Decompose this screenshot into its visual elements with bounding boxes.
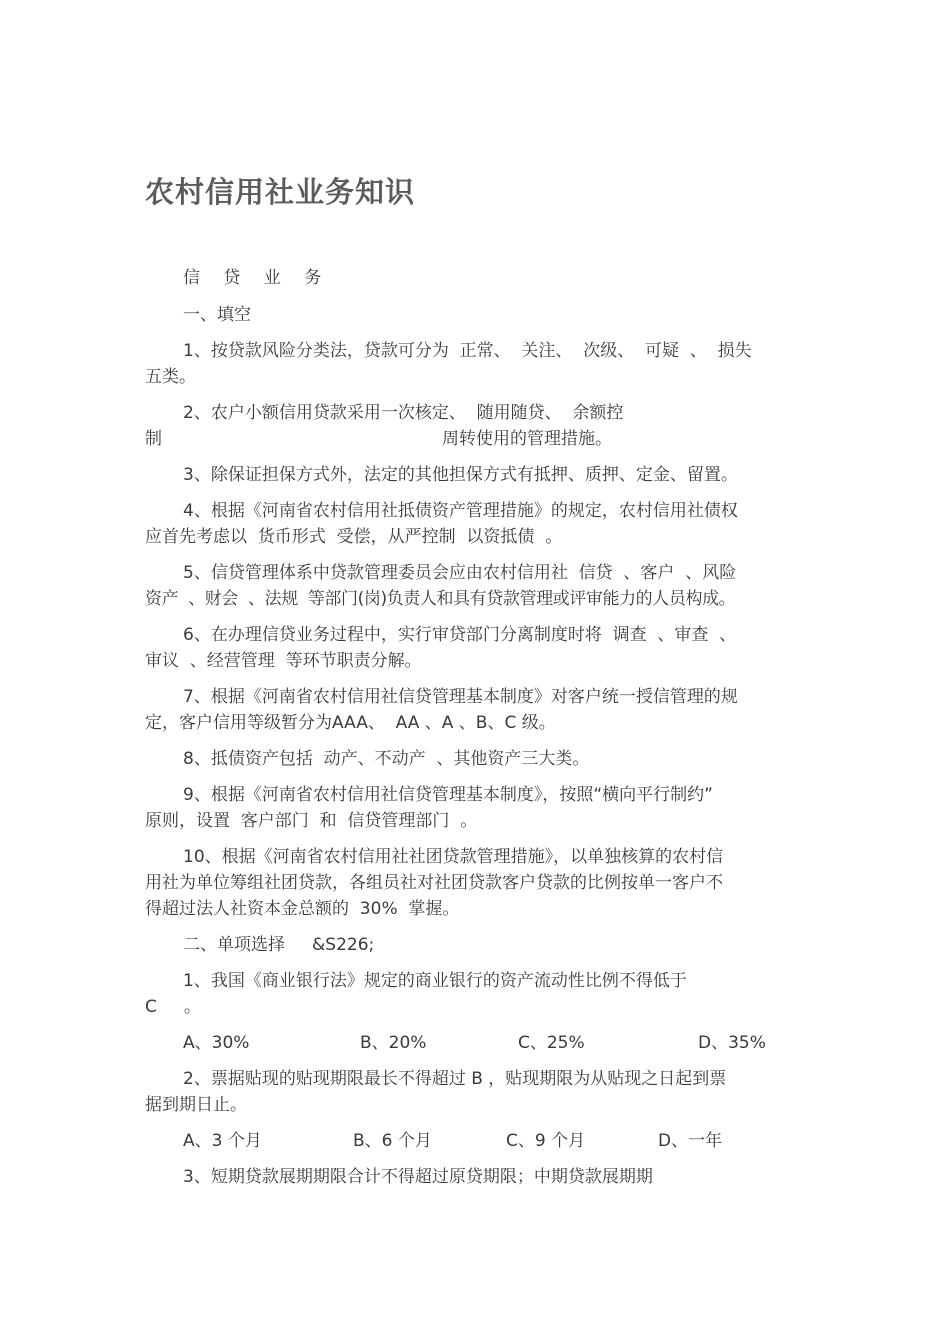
question-1-line-1: 1、按贷款风险分类法，贷款可分为 正常、 关注、 次级、 可疑 、 损失 <box>183 341 752 361</box>
question-1-line-2: 五类。 <box>145 367 196 387</box>
question-10-line-2: 用社为单位筹组社团贷款，各组员社对社团贷款客户贷款的比例按单一客户不 <box>145 873 723 893</box>
choice-2-option-b: B、6 个月 <box>353 1131 432 1151</box>
question-10-line-1: 10、根据《河南省农村信用社社团贷款管理措施》，以单独核算的农村信 <box>183 847 724 867</box>
choice-2-option-a: A、3 个月 <box>183 1131 262 1151</box>
choice-3-line-1: 3、短期贷款展期期限合计不得超过原贷期限；中期贷款展期期 <box>183 1167 653 1187</box>
choice-1-option-a: A、30% <box>183 1033 250 1053</box>
question-7-line-1: 7、根据《河南省农村信用社信贷管理基本制度》对客户统一授信管理的规 <box>183 687 738 707</box>
question-6-line-2: 审议 、经营管理 等环节职责分解。 <box>145 651 422 671</box>
question-7-line-2: 定，客户信用等级暂分为AAA、 AA 、A 、B、C 级。 <box>145 713 556 733</box>
choice-1-line-2: C 。 <box>145 997 201 1017</box>
question-2-line-2b: 周转使用的管理措施。 <box>442 429 612 449</box>
question-4-line-1: 4、根据《河南省农村信用社抵债资产管理措施》的规定，农村信用社债权 <box>183 501 738 521</box>
document-title: 农村信用社业务知识 <box>145 175 416 209</box>
choice-1-option-d: D、35% <box>698 1033 766 1053</box>
part-heading-fill-blank: 一、填空 <box>183 305 251 325</box>
question-5-line-1: 5、信贷管理体系中贷款管理委员会应由农村信用社 信贷 、客户 、风险 <box>183 563 737 583</box>
question-2-line-1: 2、农户小额信用贷款采用一次核定、 随用随贷、 余额控 <box>183 403 624 423</box>
question-9-line-1: 9、根据《河南省农村信用社信贷管理基本制度》，按照“横向平行制约” <box>183 785 713 805</box>
question-4-line-2: 应首先考虑以 货币形式 受偿，从严控制 以资抵债 。 <box>145 527 563 547</box>
question-10-line-3: 得超过法人社资本金总额的 30% 掌握。 <box>145 899 460 919</box>
question-6-line-1: 6、在办理信贷业务过程中，实行审贷部门分离制度时将 调查 、审查 、 <box>183 625 737 645</box>
choice-1-option-c: C、25% <box>518 1033 585 1053</box>
question-9-line-2: 原则，设置 客户部门 和 信贷管理部门 。 <box>145 811 478 831</box>
section-heading: 信 贷 业 务 <box>183 268 331 288</box>
choice-2-option-d: D、一年 <box>658 1131 723 1151</box>
choice-2-line-1: 2、票据贴现的贴现期限最长不得超过 B ，贴现期限为从贴现之日起到票 <box>183 1069 727 1089</box>
question-5-line-2: 资产 、财会 、法规 等部门(岗)负责人和具有贷款管理或评审能力的人员构成。 <box>145 589 736 609</box>
choice-2-option-c: C、9 个月 <box>506 1131 586 1151</box>
question-8-line-1: 8、抵债资产包括 动产、不动产 、其他资产三大类。 <box>183 749 590 769</box>
choice-1-option-b: B、20% <box>360 1033 427 1053</box>
question-3-line-1: 3、除保证担保方式外，法定的其他担保方式有抵押、质押、定金、留置。 <box>183 465 738 485</box>
choice-2-line-2: 据到期日止。 <box>145 1095 247 1115</box>
choice-1-line-1: 1、我国《商业银行法》规定的商业银行的资产流动性比例不得低于 <box>183 971 687 991</box>
question-2-line-2a: 制 <box>145 429 162 449</box>
part-heading-single-choice: 二、单项选择 &S226; <box>183 935 375 955</box>
